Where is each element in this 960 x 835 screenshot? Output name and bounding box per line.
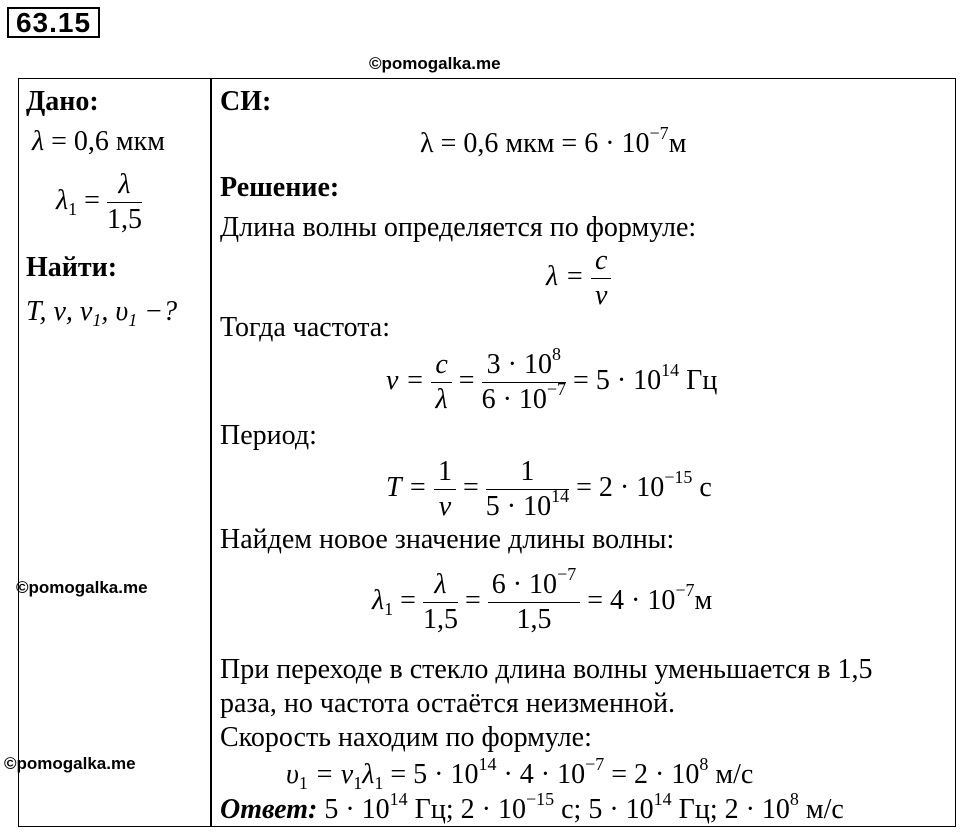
solution-text-3: Период: xyxy=(220,420,317,451)
given-lambda: λ = 0,6 мкм xyxy=(32,126,165,157)
column-divider xyxy=(210,78,212,827)
answer-label: Ответ: xyxy=(220,794,318,825)
formula-period: T = $\frac{1}{\nu}$ = $\frac{1}{5 \cdot 10^{14}}$ = $2 \cdot 10^{-15}$ с xyxy=(386,456,712,522)
fraction-period-values: $\frac{1}{5 \cdot 10^{14}}$ xyxy=(485,456,570,522)
fraction-new-wavelength-values: $\frac{6 \cdot 10^{-7}}{1,5}$ xyxy=(488,568,580,637)
fraction-c-over-lambda: $\frac{c}{\lambda}$ xyxy=(431,348,451,417)
fraction-frequency-values: $\frac{3 \cdot 10^8}{6 \cdot 10^{-7}}$ xyxy=(481,344,567,415)
answer-line: Ответ: $5 \cdot 10^{14}$ Гц; $2 \cdot 10^{-15}$ с; $5 \cdot 10^{14}$ Гц; $2 \cdot 10^8$ м/с xyxy=(220,789,844,825)
fraction-lambda-over-1-5: $\frac{\lambda}{1,5}$ xyxy=(422,569,458,635)
formula-velocity: $\upsilon_1 = \nu_1\lambda_1 = 5 \cdot 10^{14} \cdot 4 \cdot 10^{-7} = 2 \cdot 10^8$ м/с xyxy=(286,754,754,793)
fraction-c-over-nu: $\frac{c}{\nu}$ xyxy=(591,244,611,313)
problem-number: 63.15 xyxy=(7,7,100,38)
find-heading: Найти: xyxy=(26,252,118,283)
watermark-bottom: ©pomogalka.me xyxy=(4,754,136,773)
formula-wavelength: λ = $\frac{c}{\nu}$ xyxy=(546,244,611,313)
si-formula: λ = 0,6 мкм = $6 \cdot 10^{-7}м$ xyxy=(420,123,687,159)
given-lambda1: $\lambda_1$ = $\frac{\lambda}{1,5}$ xyxy=(56,169,142,235)
solution-text-6: раза, но частота остаётся неизменной. xyxy=(220,688,675,719)
fraction-one-over-nu: $\frac{1}{\nu}$ xyxy=(434,455,456,524)
solution-text-7: Скорость находим по формуле: xyxy=(220,722,592,753)
formula-frequency: ν = $\frac{c}{\lambda}$ = $\frac{3 \cdot 10^8}{6 \cdot 10^{-7}}$ = $5 \cdot 10^{14}$ Гц xyxy=(386,344,718,415)
solution-heading: Решение: xyxy=(220,172,340,203)
solution-text-2: Тогда частота: xyxy=(220,312,390,343)
watermark-top: ©pomogalka.me xyxy=(369,54,501,73)
given-lambda1-fraction: $\frac{\lambda}{1,5}$ xyxy=(106,169,142,235)
find-list: T, ν, $\nu_1$, $\upsilon_1$ −? xyxy=(26,296,178,330)
solution-text-1: Длина волны определяется по формуле: xyxy=(220,212,697,243)
given-heading: Дано: xyxy=(26,86,99,117)
solution-text-4: Найдем новое значение длины волны: xyxy=(220,524,675,555)
formula-new-wavelength: $\lambda_1$ = $\frac{\lambda}{1,5}$ = $\frac{6 \cdot 10^{-7}}{1,5}$ = $4 \cdot 10^{-7}м$ xyxy=(372,564,713,635)
si-heading: СИ: xyxy=(220,86,272,117)
watermark-middle: ©pomogalka.me xyxy=(16,578,148,597)
solution-text-5: При переходе в стекло длина волны уменьшается в 1,5 xyxy=(220,654,873,685)
